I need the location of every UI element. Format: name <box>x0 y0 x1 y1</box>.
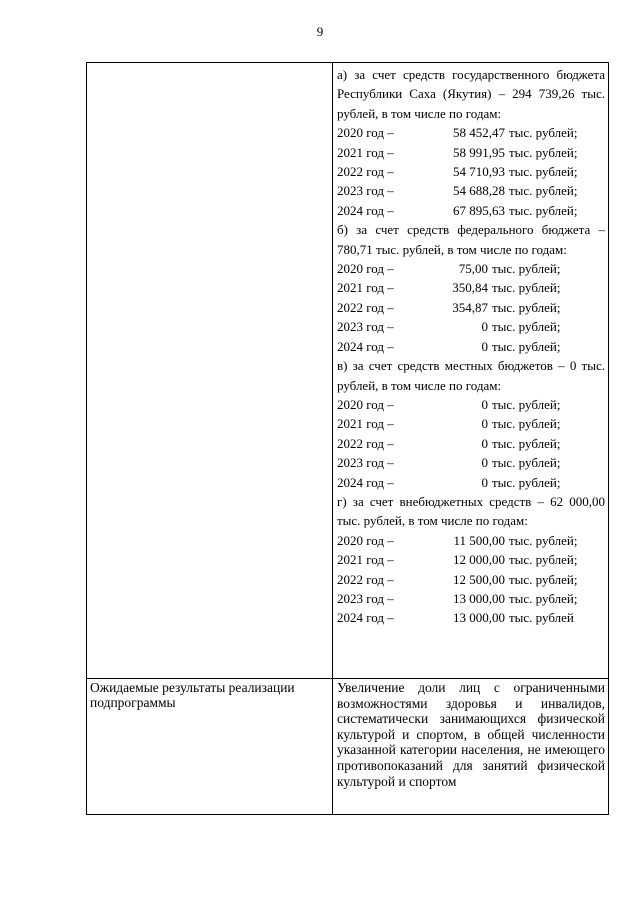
year-label: 2020 год – <box>337 261 394 277</box>
year-amount: 58 991,95 <box>453 144 505 160</box>
year-label: 2023 год – <box>337 319 394 335</box>
year-label: 2021 год – <box>337 280 394 296</box>
year-row <box>337 550 605 569</box>
year-label: 2023 год – <box>337 455 394 471</box>
year-row <box>337 123 605 142</box>
funding-extrabudgetary-years <box>337 531 605 628</box>
year-amount: 67 895,63 <box>453 202 505 218</box>
year-unit: тыс. рублей; <box>509 144 578 160</box>
year-label: 2024 год – <box>337 610 394 626</box>
year-unit: тыс. рублей; <box>492 416 561 432</box>
year-row <box>337 162 605 181</box>
year-label: 2022 год – <box>337 164 394 180</box>
funding-row <box>87 63 609 679</box>
year-unit: тыс. рублей; <box>492 474 561 490</box>
year-unit: тыс. рублей; <box>492 455 561 471</box>
funding-state-budget-intro: а) за счет средств государственного бюджета Республики Саха (Якутия) – 294 739,26 тыс. рублей, в том числе по годам: <box>337 67 605 121</box>
year-label: 2024 год – <box>337 338 394 354</box>
funding-federal-budget-years <box>337 259 605 356</box>
year-label: 2021 год – <box>337 552 394 568</box>
year-amount: 54 688,28 <box>453 183 505 199</box>
year-row <box>337 395 605 414</box>
results-label: Ожидаемые результаты реализации подпрограммы <box>90 680 295 710</box>
year-label: 2021 год – <box>337 416 394 432</box>
funding-federal-budget-intro: б) за счет средств федерального бюджета – 780,71 тыс. рублей, в том числе по годам: <box>337 222 605 257</box>
funding-local-budget-years <box>337 395 605 492</box>
year-amount: 75,00 <box>458 261 488 277</box>
year-unit: тыс. рублей; <box>492 280 561 296</box>
year-label: 2021 год – <box>337 144 394 160</box>
year-label: 2024 год – <box>337 202 394 218</box>
year-amount: 0 <box>481 474 488 490</box>
year-amount: 0 <box>481 416 488 432</box>
year-amount: 0 <box>481 396 488 412</box>
year-label: 2024 год – <box>337 474 394 490</box>
year-row <box>337 298 605 317</box>
year-unit: тыс. рублей; <box>492 396 561 412</box>
year-unit: тыс. рублей; <box>492 338 561 354</box>
year-row <box>337 201 605 220</box>
year-label: 2020 год – <box>337 532 394 548</box>
year-label: 2020 год – <box>337 125 394 141</box>
year-amount: 0 <box>481 319 488 335</box>
year-row <box>337 589 605 608</box>
year-row <box>337 181 605 200</box>
year-row <box>337 143 605 162</box>
year-amount: 12 000,00 <box>453 552 505 568</box>
year-label: 2022 год – <box>337 571 394 587</box>
year-unit: тыс. рублей; <box>492 435 561 451</box>
year-amount: 11 500,00 <box>453 532 505 548</box>
year-amount: 0 <box>481 338 488 354</box>
year-unit: тыс. рублей; <box>492 319 561 335</box>
year-row <box>337 453 605 472</box>
funding-state-budget-years <box>337 123 605 220</box>
year-unit: тыс. рублей <box>509 610 574 626</box>
funding-label-cell <box>87 63 333 679</box>
subprogram-passport-table <box>86 62 609 815</box>
year-unit: тыс. рублей; <box>492 299 561 315</box>
funding-extrabudgetary-intro: г) за счет внебюджетных средств – 62 000,00 тыс. рублей, в том числе по годам: <box>337 493 605 529</box>
funding-cell <box>333 63 609 679</box>
year-label: 2023 год – <box>337 183 394 199</box>
year-amount: 354,87 <box>452 299 488 315</box>
year-unit: тыс. рублей; <box>492 261 561 277</box>
results-cell <box>333 679 609 815</box>
year-row <box>337 434 605 453</box>
year-amount: 0 <box>481 455 488 471</box>
year-row <box>337 531 605 550</box>
year-unit: тыс. рублей; <box>509 202 578 218</box>
year-row <box>337 608 605 627</box>
funding-local-budget-intro: в) за счет средств местных бюджетов – 0 тыс. рублей, в том числе по годам: <box>337 358 605 393</box>
year-amount: 13 000,00 <box>453 610 505 626</box>
year-amount: 0 <box>481 435 488 451</box>
year-row <box>337 570 605 589</box>
year-label: 2020 год – <box>337 396 394 412</box>
year-unit: тыс. рублей; <box>509 164 578 180</box>
year-unit: тыс. рублей; <box>509 183 578 199</box>
year-amount: 350,84 <box>452 280 488 296</box>
year-row <box>337 473 605 492</box>
year-amount: 13 000,00 <box>453 590 505 606</box>
year-unit: тыс. рублей; <box>509 532 578 548</box>
year-unit: тыс. рублей; <box>509 552 578 568</box>
year-label: 2023 год – <box>337 590 394 606</box>
results-row <box>87 679 609 815</box>
year-row <box>337 337 605 356</box>
year-row <box>337 317 605 336</box>
funding-block <box>337 63 605 628</box>
year-row <box>337 414 605 433</box>
results-text: Увеличение доли лиц с ограниченными возможностями здоровья и инвалидов, систематически занимающихся физической культурой и спортом, в общей численности указанной категории населения, не имеющего противопоказаний для занятий физической культурой и спортом <box>337 680 605 789</box>
year-amount: 58 452,47 <box>453 125 505 141</box>
page-number: 9 <box>316 24 324 39</box>
year-amount: 54 710,93 <box>453 164 505 180</box>
year-amount: 12 500,00 <box>453 571 505 587</box>
year-row <box>337 259 605 278</box>
year-unit: тыс. рублей; <box>509 590 578 606</box>
year-unit: тыс. рублей; <box>509 125 578 141</box>
year-label: 2022 год – <box>337 435 394 451</box>
year-label: 2022 год – <box>337 299 394 315</box>
results-label-cell <box>87 679 333 815</box>
year-row <box>337 278 605 297</box>
year-unit: тыс. рублей; <box>509 571 578 587</box>
